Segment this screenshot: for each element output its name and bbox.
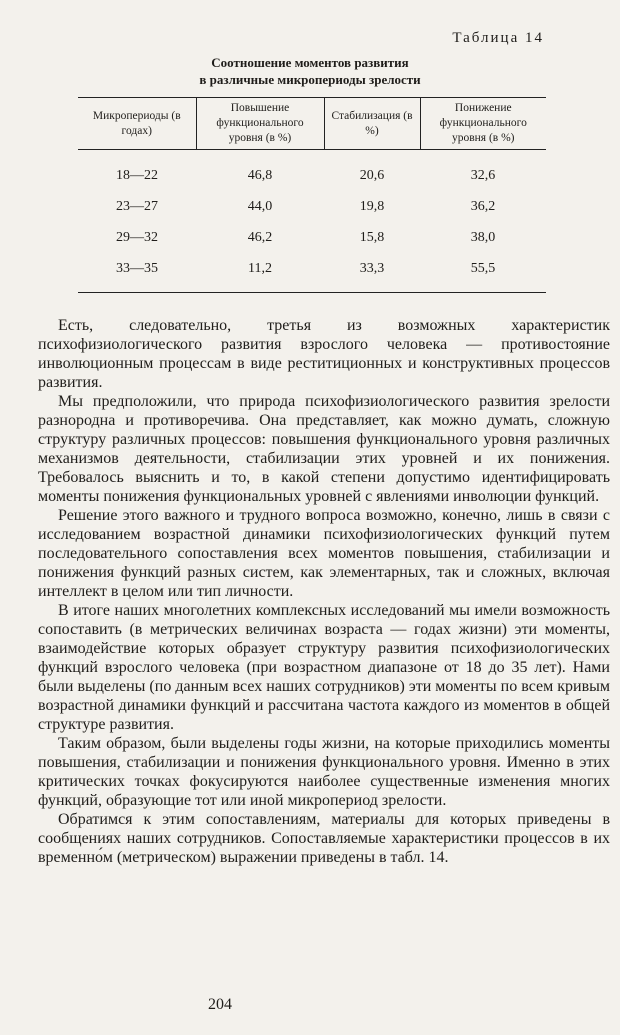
table-row	[78, 222, 546, 253]
table-cell: 46,2	[247, 229, 273, 245]
table-cell: 20,6	[359, 167, 385, 183]
table-cell: 11,2	[248, 260, 272, 276]
table-cell: 32,6	[470, 167, 496, 183]
paragraph: Мы предположили, что природа психофизиологического развития зрелости разнородна и противоречива. Она представляет, как можно думать, сложную структуру различных процессов: повышения функционального уровня различных механизмов деятельности, стабилизации этих уровней и их понижения. Требовалось выяснить и то, в какой степени допустимо идентифицировать моменты понижения функциональных уровней с явлениями инволюции функций.	[38, 393, 610, 505]
paragraph: В итоге наших многолетних комплексных исследований мы имели возможность сопоставить (в метрических величинах возраста — годах жизни) эти моменты, взаимодействие которых образует структуру развития психофизиологических функций взрослого человека (при возрастном диапазоне от 18 до 35 лет). Нами были выделены (по данным всех наших сотрудников) эти моменты по всем кривым возрастной динамики функций и рассчитана частота каждого из моментов в общей структуре развития.	[38, 602, 610, 733]
paragraph: Есть, следовательно, третья из возможных характеристик психофизиологического развития взрослого человека — противостояние инволюционным процессам в виде реститиционных и конструктивных процессов развития.	[38, 317, 610, 391]
body-text	[38, 316, 610, 867]
table-cell: 55,5	[470, 260, 496, 276]
column-header-decrease: Понижение функционального уровня (в %)	[420, 98, 546, 150]
table-cell: 38,0	[470, 229, 496, 245]
table-cell: 33—35	[116, 260, 158, 276]
development-moments-table	[78, 97, 546, 293]
table-title-line-2: в различные микропериоды зрелости	[199, 72, 421, 87]
table-row	[78, 191, 546, 222]
table-title	[0, 54, 620, 88]
column-header-stabilization: Стабилизация (в %)	[324, 98, 420, 150]
table-cell: 19,8	[359, 198, 385, 214]
table-cell: 33,3	[359, 260, 385, 276]
column-header-microperiods: Микропериоды (в годах)	[78, 98, 196, 150]
table-header-row	[78, 98, 546, 150]
table-cell: 18—22	[116, 167, 158, 183]
table-title-line-1: Соотношение моментов развития	[211, 55, 409, 70]
table-cell: 46,8	[247, 167, 273, 183]
table-row	[78, 150, 546, 192]
table-label: Таблица 14	[452, 30, 544, 46]
table-cell: 36,2	[470, 198, 496, 214]
table-row	[78, 253, 546, 293]
column-header-increase: Повышение функционального уровня (в %)	[196, 98, 324, 150]
table-cell: 44,0	[247, 198, 273, 214]
paragraph: Решение этого важного и трудного вопроса возможно, конечно, лишь в связи с исследованием возрастной динамики психофизиологических функций путем последовательного сопоставления всех моментов повышения, стабилизации и понижения функций разных систем, как элементарных, так и сложных, включая интеллект в целом или тип личности.	[38, 507, 610, 600]
table-cell: 15,8	[359, 229, 385, 245]
paragraph: Обратимся к этим сопоставлениям, материалы для которых приведены в сообщениях наших сотрудников. Сопоставляемые характеристики процессов в их временно́м (метрическом) выражении приведены в табл. 14.	[38, 811, 610, 866]
paragraph: Таким образом, были выделены годы жизни, на которые приходились моменты повышения, стабилизации и понижения функционального уровня. Именно в этих критических точках фокусируются наиболее существенные изменения многих функций, образующие тот или иной микропериод зрелости.	[38, 735, 610, 809]
table-cell: 29—32	[116, 229, 158, 245]
page-number: 204	[208, 996, 232, 1013]
table-cell: 23—27	[116, 198, 158, 214]
